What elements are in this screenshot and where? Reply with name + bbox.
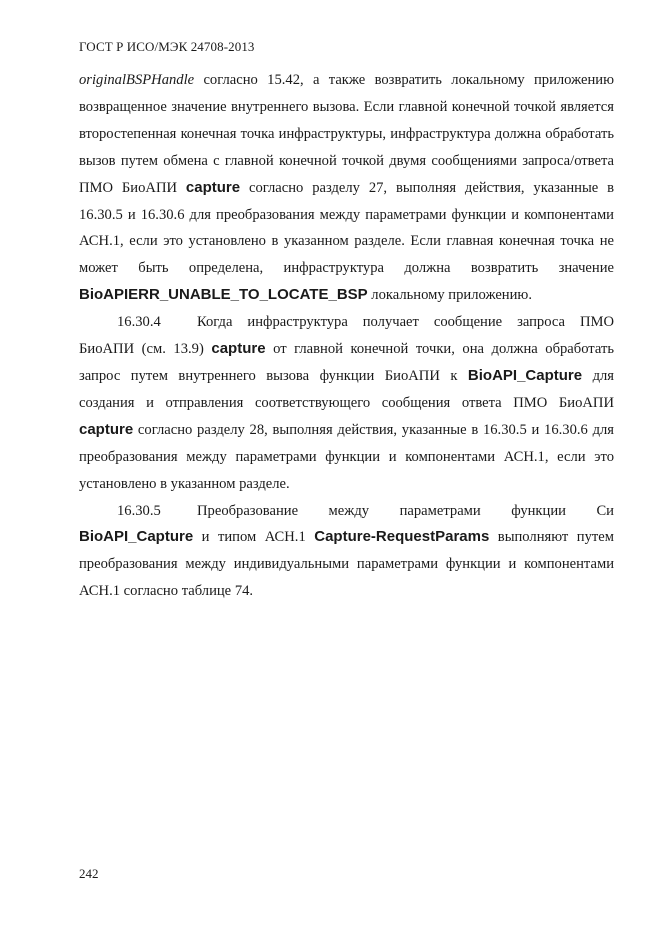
text-segment: согласно разделу 27, выполняя действия, указанные в 16.30.5 и 16.30.6 для преобразования между параметрами функции и компонентами АСН.1, если это установлено в указанном разделе. Если главная конечная точка не может быть определена, инфраструктура должна возвратить значение: [79, 179, 614, 277]
term-capture: capture: [185, 178, 241, 196]
page-number: 242: [79, 866, 99, 881]
term-capture: capture: [211, 340, 266, 358]
text-segment: Когда инфраструктура получает сообщение запроса ПМО БиоАПИ (см. 13.9): [79, 314, 614, 358]
text-segment: и типом АСН.1: [193, 529, 315, 546]
document-body: [79, 67, 614, 605]
paragraph-continuation: [79, 67, 614, 309]
text-segment: для создания и отправления соответствующего сообщения ответа ПМО БиоАПИ: [79, 367, 614, 411]
term-capture: capture: [79, 420, 134, 438]
term-capture-request-params: Capture-RequestParams: [314, 528, 490, 546]
term-original-bsp-handle: originalBSPHandle: [79, 72, 195, 88]
term-bioapi-capture: BioAPI_Capture: [467, 366, 583, 384]
text-segment: Преобразование между параметрами функции Си: [197, 502, 614, 519]
text-segment: согласно 15.42, а также возвратить локальному приложению возвращенное значение внутреннего вызова. Если главной конечной точкой является второстепенная конечная точка инфраструктуры, инфраструктура должна обработать вызов путем обмена с главной конечной точкой двумя сообщениями запроса/ответа ПМО БиоАПИ: [79, 72, 614, 196]
term-bioapi-capture: BioAPI_Capture: [79, 528, 194, 546]
paragraph-16-30-4: [79, 309, 614, 497]
document-header: ГОСТ Р ИСО/МЭК 24708-2013: [79, 39, 255, 54]
term-error-code: BioAPIERR_UNABLE_TO_LOCATE_BSP: [79, 286, 368, 304]
text-segment: согласно разделу 28, выполняя действия, указанные в 16.30.5 и 16.30.6 для преобразования между параметрами функции и компонентами АСН.1, если это установлено в указанном разделе.: [79, 421, 614, 492]
text-segment: выполняют путем преобразования между индивидуальными параметрами функции и компонентами АСН.1 согласно таблице 74.: [79, 529, 614, 600]
paragraph-16-30-5: [79, 498, 614, 606]
text-segment: локальному приложению.: [367, 287, 532, 304]
clause-number: 16.30.5: [117, 502, 161, 519]
text-segment: от главной конечной точки, она должна обработать запрос путем внутреннего вызова функции БиоАПИ к: [79, 341, 614, 384]
clause-number: 16.30.4: [117, 314, 161, 331]
